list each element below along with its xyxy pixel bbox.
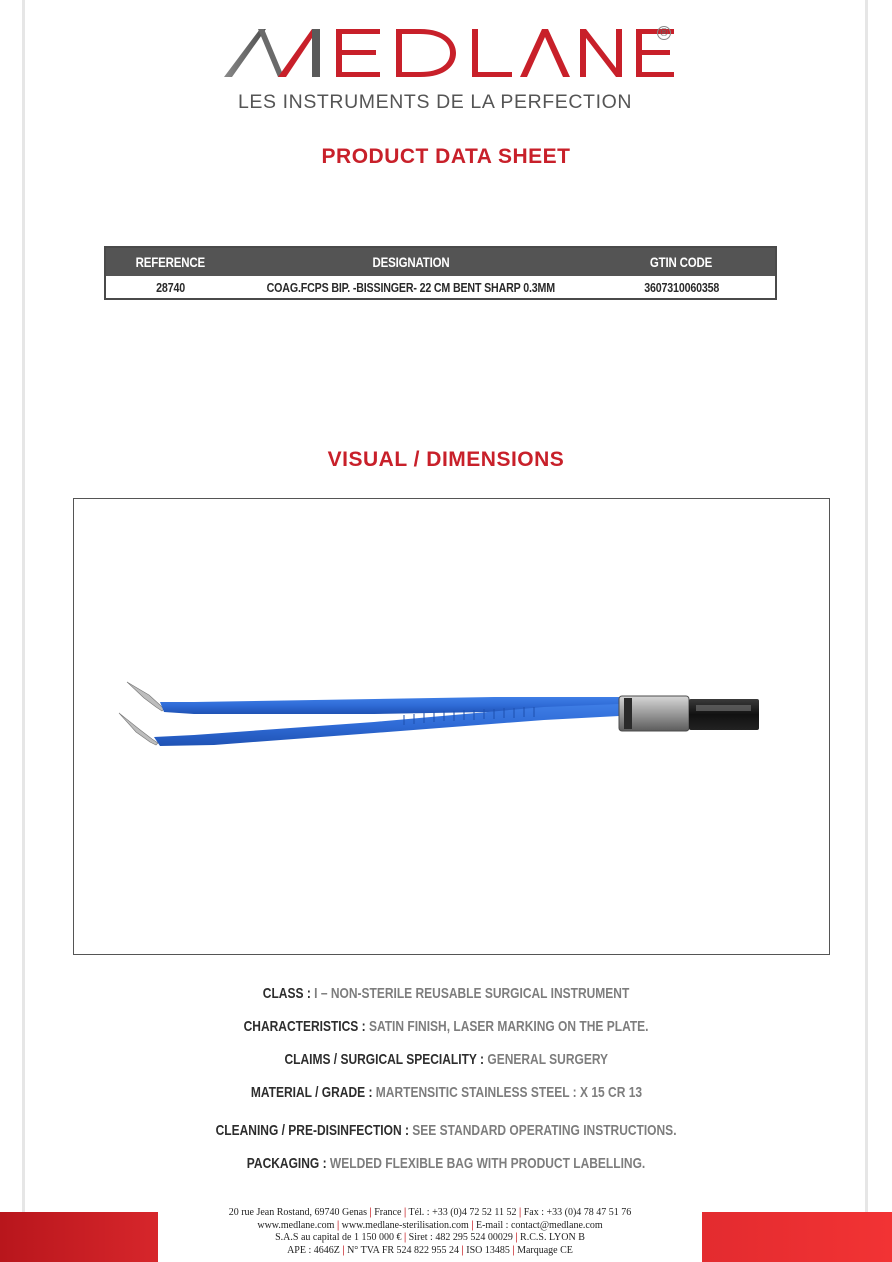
visual-dimensions-title: VISUAL / DIMENSIONS (327, 448, 565, 471)
footer-red-bar-right (702, 1212, 892, 1262)
spec-packaging: PACKAGING : WELDED FLEXIBLE BAG WITH PRODUCT LABELLING. (246, 1155, 646, 1172)
reference-cell: 28740 (155, 279, 185, 295)
product-data-sheet-title: PRODUCT DATA SHEET (321, 145, 571, 168)
bipolar-forceps-image (74, 499, 831, 956)
spec-class: CLASS : I – NON-STERILE REUSABLE SURGICAL INSTRUMENT (262, 985, 630, 1002)
medlane-logo (220, 20, 680, 82)
spec-material: MATERIAL / GRADE : MARTENSITIC STAINLESS STEEL : X 15 CR 13 (250, 1084, 642, 1101)
column-header-reference: REFERENCE (105, 247, 235, 276)
footer-address-line: 20 rue Jean Rostand, 69740 Genas | France | Tél. : +33 (0)4 72 52 11 52 | Fax : +33 (0)4 78 47 51 76 (228, 1207, 632, 1218)
footer-web-line: www.medlane.com | www.medlane-sterilisation.com | E-mail : contact@medlane.com (257, 1219, 603, 1231)
table-row (105, 276, 776, 299)
email-link[interactable]: E-mail : contact@medlane.com (475, 1219, 603, 1231)
brand-header (0, 20, 892, 120)
sterilisation-website-link[interactable]: www.medlane-sterilisation.com (341, 1219, 469, 1231)
registered-mark: ® (657, 26, 671, 40)
company-footer (160, 1207, 700, 1257)
spec-characteristics: CHARACTERISTICS : SATIN FINISH, LASER MARKING ON THE PLATE. (243, 1018, 649, 1035)
spec-cleaning: CLEANING / PRE-DISINFECTION : SEE STANDARD OPERATING INSTRUCTIONS. (215, 1122, 677, 1139)
footer-registration-line: APE : 4646Z | N° TVA FR 524 822 955 24 | ISO 13485 | Marquage CE (287, 1244, 573, 1256)
footer-red-bar-left (0, 1212, 158, 1262)
table-header-row (105, 247, 776, 276)
reference-table (104, 246, 777, 300)
gtin-cell: 3607310060358 (643, 279, 719, 295)
footer-legal-line: S.A.S au capital de 1 150 000 € | Siret : 482 295 524 00029 | R.C.S. LYON B (275, 1232, 585, 1243)
designation-cell: COAG.FCPS BIP. -BISSINGER- 22 CM BENT SHARP 0.3MM (267, 279, 556, 295)
column-header-designation: DESIGNATION (235, 247, 588, 276)
spec-claims: CLAIMS / SURGICAL SPECIALITY : GENERAL SURGERY (284, 1051, 608, 1068)
brand-tagline: LES INSTRUMENTS DE LA PERFECTION (237, 91, 633, 113)
column-header-gtin: GTIN CODE (588, 247, 776, 276)
website-link[interactable]: www.medlane.com (257, 1219, 335, 1231)
product-visual-frame (73, 498, 830, 955)
